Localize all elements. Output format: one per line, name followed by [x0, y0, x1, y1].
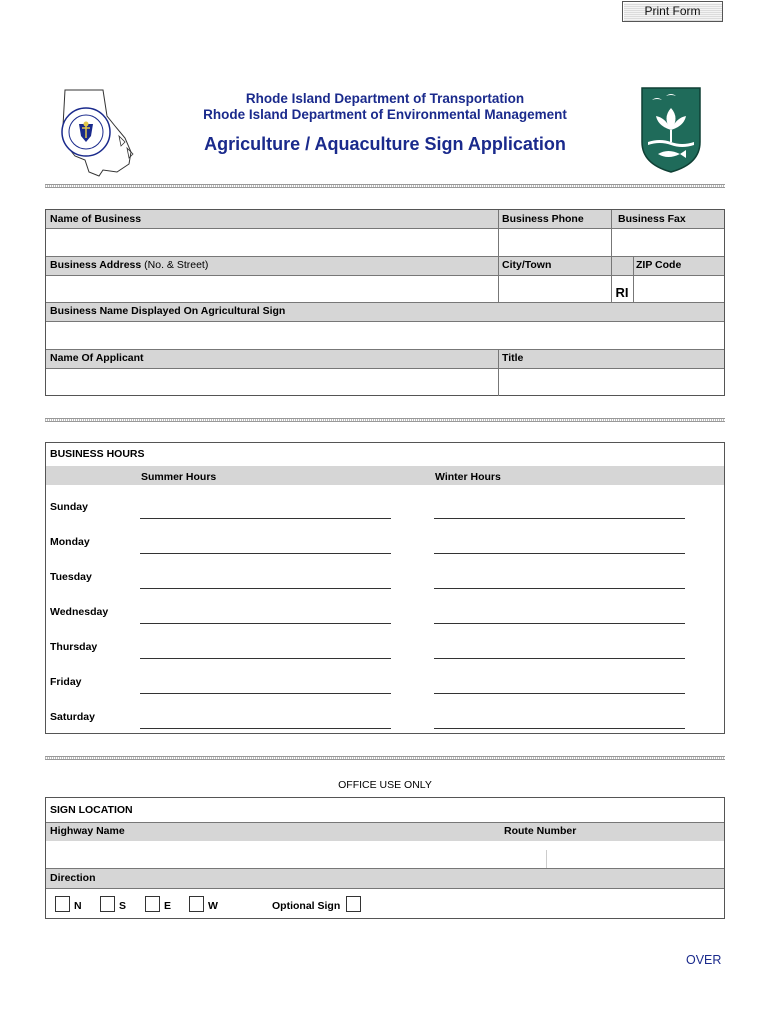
- applicant-title-label: Title: [502, 352, 524, 364]
- business-address-label: [46, 256, 496, 275]
- thursday-winter-hours-field[interactable]: [434, 658, 685, 659]
- ridem-shield-logo: [640, 86, 702, 174]
- business-address-field[interactable]: [46, 275, 498, 302]
- zip-code-label: ZIP Code: [636, 259, 682, 271]
- direction-n-checkbox[interactable]: [55, 896, 70, 912]
- zip-code-field[interactable]: [634, 275, 724, 302]
- section-divider: [45, 418, 725, 422]
- applicant-title-field[interactable]: [499, 368, 724, 395]
- direction-n-label: N: [74, 900, 82, 912]
- sign-location-section: [45, 797, 725, 919]
- route-number-label: Route Number: [504, 825, 577, 837]
- saturday-summer-hours-field[interactable]: [140, 728, 391, 729]
- highway-name-field[interactable]: [46, 841, 546, 868]
- day-label: Sunday: [50, 501, 88, 513]
- business-fax-field[interactable]: [612, 229, 724, 256]
- grid-line: [46, 321, 724, 322]
- sunday-winter-hours-field[interactable]: [434, 518, 685, 519]
- state-value: RI: [612, 275, 632, 302]
- city-town-label: City/Town: [502, 259, 552, 271]
- header-divider: [45, 184, 725, 188]
- grid-line: [46, 302, 724, 303]
- grid-line: [611, 210, 612, 256]
- section-divider: [45, 756, 725, 760]
- optional-sign-checkbox[interactable]: [346, 896, 361, 912]
- grid-line: [546, 850, 547, 870]
- business-fax-label: Business Fax: [618, 213, 686, 225]
- wednesday-summer-hours-field[interactable]: [140, 623, 391, 624]
- friday-winter-hours-field[interactable]: [434, 693, 685, 694]
- business-hours-heading: BUSINESS HOURS: [50, 448, 145, 460]
- day-label: Saturday: [50, 711, 95, 723]
- wednesday-winter-hours-field[interactable]: [434, 623, 685, 624]
- office-use-heading: OFFICE USE ONLY: [338, 779, 432, 791]
- business-hours-section: [45, 442, 725, 734]
- monday-winter-hours-field[interactable]: [434, 553, 685, 554]
- direction-s-checkbox[interactable]: [100, 896, 115, 912]
- friday-summer-hours-field[interactable]: [140, 693, 391, 694]
- direction-label: Direction: [46, 868, 724, 888]
- grid-line: [633, 256, 634, 302]
- grid-line: [46, 368, 724, 369]
- business-address-hint: (No. & Street): [144, 259, 209, 271]
- org-line-2: Rhode Island Department of Environmental Management: [203, 107, 567, 122]
- grid-line: [46, 888, 724, 889]
- highway-name-label: Highway Name: [50, 825, 125, 837]
- direction-w-checkbox[interactable]: [189, 896, 204, 912]
- optional-sign-label: Optional Sign: [272, 900, 341, 912]
- grid-line: [46, 275, 724, 276]
- sunday-summer-hours-field[interactable]: [140, 518, 391, 519]
- route-number-field[interactable]: [548, 841, 724, 868]
- grid-line: [498, 210, 499, 302]
- direction-e-checkbox[interactable]: [145, 896, 160, 912]
- business-name-field[interactable]: [46, 229, 498, 256]
- form-title: Agriculture / Aquaculture Sign Application: [204, 134, 566, 154]
- saturday-winter-hours-field[interactable]: [434, 728, 685, 729]
- over-label: OVER: [686, 953, 722, 967]
- grid-line: [46, 868, 724, 869]
- thursday-summer-hours-field[interactable]: [140, 658, 391, 659]
- direction-e-label: E: [164, 900, 172, 912]
- grid-line: [46, 228, 724, 229]
- winter-hours-label: Winter Hours: [435, 471, 501, 483]
- business-info-section: [45, 209, 725, 396]
- business-phone-field[interactable]: [499, 229, 611, 256]
- day-label: Tuesday: [50, 571, 92, 583]
- business-phone-label: Business Phone: [502, 213, 584, 225]
- sign-location-heading: SIGN LOCATION: [50, 804, 133, 816]
- city-town-field[interactable]: [499, 275, 611, 302]
- print-form-button[interactable]: Print Form: [622, 1, 723, 22]
- monday-summer-hours-field[interactable]: [140, 553, 391, 554]
- day-label: Friday: [50, 676, 82, 688]
- day-label: Monday: [50, 536, 90, 548]
- business-name-label: Name of Business: [50, 213, 142, 225]
- day-label: Wednesday: [50, 606, 109, 618]
- summer-hours-label: Summer Hours: [141, 471, 217, 483]
- applicant-name-label: Name Of Applicant: [50, 352, 144, 364]
- tuesday-winter-hours-field[interactable]: [434, 588, 685, 589]
- org-line-1: Rhode Island Department of Transportation: [245, 91, 525, 106]
- grid-line: [46, 822, 724, 823]
- grid-line: [46, 349, 724, 350]
- business-address-label-text: Business Address: [50, 259, 142, 271]
- direction-w-label: W: [208, 900, 218, 912]
- grid-line: [498, 349, 499, 396]
- tuesday-summer-hours-field[interactable]: [140, 588, 391, 589]
- direction-s-label: S: [119, 900, 127, 912]
- applicant-name-field[interactable]: [46, 368, 498, 395]
- sign-name-field[interactable]: [46, 321, 724, 349]
- grid-line: [611, 256, 612, 302]
- sign-name-label: Business Name Displayed On Agricultural Sign: [46, 302, 724, 321]
- grid-line: [46, 256, 724, 257]
- day-label: Thursday: [50, 641, 98, 653]
